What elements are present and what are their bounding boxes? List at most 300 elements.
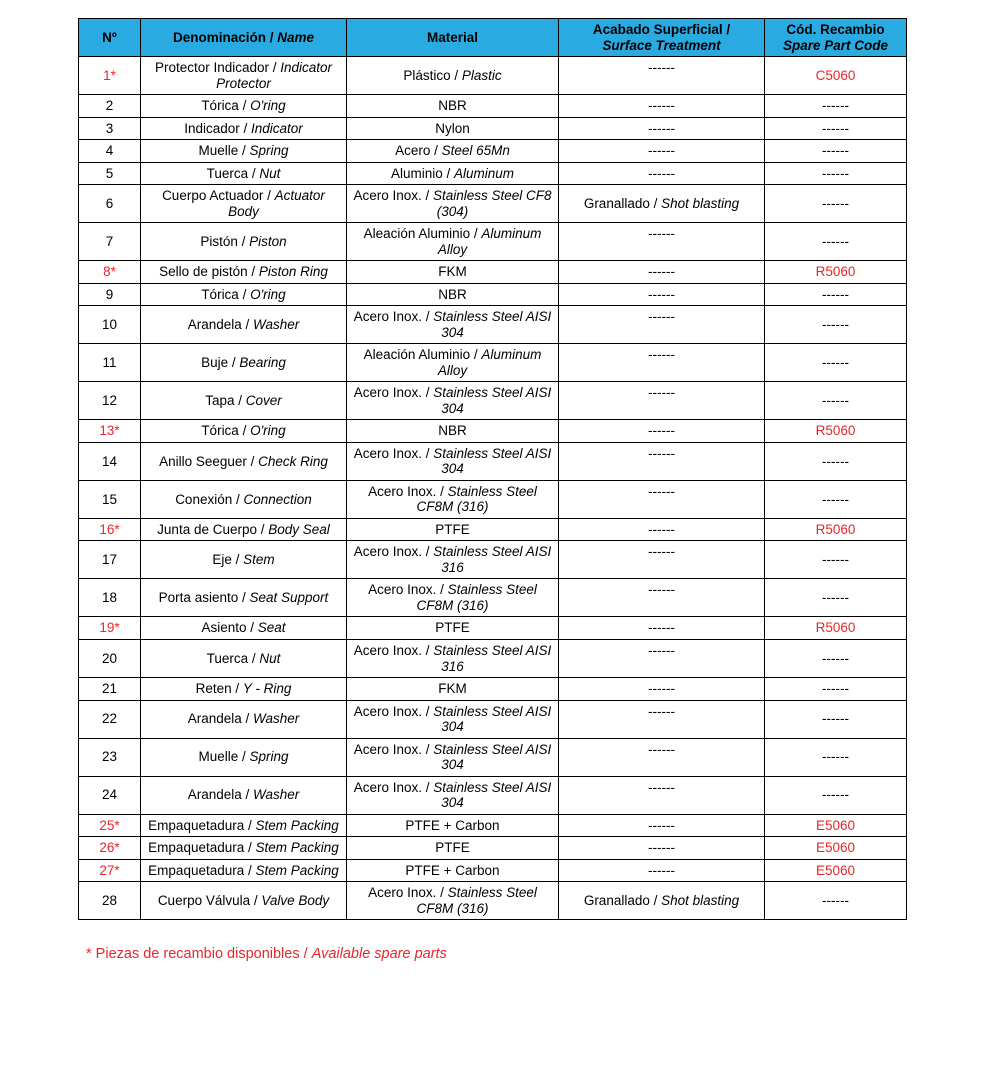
column-header-code-en: Spare Part Code: [782, 37, 889, 53]
cell-name: [141, 579, 347, 617]
cell-material-es: Acero Inox. /: [353, 188, 430, 204]
cell-name: [141, 117, 347, 140]
cell-material-es: Acero Inox. /: [353, 741, 430, 757]
cell-treatment-es: ------: [648, 521, 675, 537]
cell-name-es: Buje /: [201, 355, 236, 370]
cell-material-en: Stainless Steel AISI 304: [433, 309, 552, 340]
cell-material-en: Stainless Steel AISI 304: [433, 741, 552, 773]
cell-name-es: Empaquetadura /: [148, 862, 252, 878]
cell-material: [347, 283, 559, 306]
cell-treatment-es: ------: [648, 817, 675, 833]
cell-name-en: Indicator: [251, 120, 303, 136]
cell-surface-treatment: [559, 814, 765, 837]
cell-surface-treatment: [559, 223, 765, 261]
cell-name-en: Indicator Protector: [216, 60, 333, 91]
cell-material: [347, 57, 559, 95]
cell-name-en: Washer: [253, 711, 300, 727]
cell-name: [141, 639, 347, 677]
cell-number: 11: [79, 344, 141, 382]
cell-name: [141, 261, 347, 284]
cell-surface-treatment: [559, 140, 765, 163]
cell-material-en: Stainless Steel AISI 304: [433, 779, 552, 811]
cell-spare-code: ------: [765, 700, 907, 738]
table-row: [79, 882, 907, 920]
cell-name-en: Connection: [243, 491, 312, 507]
cell-treatment-es: ------: [648, 143, 675, 159]
cell-surface-treatment: [559, 882, 765, 920]
cell-name-es: Tuerca /: [206, 650, 256, 666]
cell-material-es: NBR: [438, 423, 467, 439]
table-row: [79, 140, 907, 163]
cell-number: 21: [79, 678, 141, 701]
cell-name-es: Protector Indicador /: [154, 60, 277, 76]
cell-treatment-es: ------: [648, 264, 675, 280]
cell-spare-code: ------: [765, 283, 907, 306]
cell-spare-code: ------: [765, 738, 907, 776]
cell-name-en: Y - Ring: [242, 681, 292, 697]
cell-treatment-es: ------: [648, 681, 675, 697]
cell-name-es: Conexión /: [175, 491, 240, 507]
cell-name: [141, 678, 347, 701]
cell-name: [141, 859, 347, 882]
cell-number: 16*: [79, 518, 141, 541]
cell-spare-code: E5060: [765, 814, 907, 837]
cell-surface-treatment: [559, 382, 765, 420]
cell-name: [141, 140, 347, 163]
cell-treatment-es: ------: [648, 60, 675, 76]
table-header: [79, 19, 907, 57]
cell-name-es: Reten /: [195, 681, 240, 697]
cell-treatment-es: ------: [648, 347, 675, 363]
cell-material-es: Acero Inox. /: [353, 544, 430, 560]
table-row: [79, 95, 907, 118]
cell-spare-code: ------: [765, 223, 907, 261]
cell-material-en: Aluminum: [454, 165, 515, 181]
cell-material-es: Acero Inox. /: [353, 703, 430, 719]
cell-number: 18: [79, 579, 141, 617]
cell-number: 10: [79, 306, 141, 344]
cell-spare-code: ------: [765, 162, 907, 185]
cell-material-es: PTFE: [435, 521, 470, 537]
table-row: [79, 518, 907, 541]
cell-surface-treatment: [559, 859, 765, 882]
cell-material: [347, 480, 559, 518]
table-row: [79, 617, 907, 640]
cell-material-es: Acero Inox. /: [368, 582, 444, 598]
table-row: [79, 738, 907, 776]
cell-surface-treatment: [559, 776, 765, 814]
table-row: [79, 57, 907, 95]
cell-number: 12: [79, 382, 141, 420]
table-row: [79, 442, 907, 480]
cell-spare-code: E5060: [765, 859, 907, 882]
cell-surface-treatment: [559, 700, 765, 738]
cell-name: [141, 57, 347, 95]
cell-name: [141, 95, 347, 118]
column-header-treatment-en: Surface Treatment: [602, 37, 721, 53]
cell-material-en: Stainless Steel AISI 316: [433, 642, 552, 674]
column-header-spare-code: [765, 19, 907, 57]
cell-surface-treatment: [559, 185, 765, 223]
cell-number: 25*: [79, 814, 141, 837]
cell-surface-treatment: [559, 579, 765, 617]
cell-name-en: O'ring: [250, 423, 286, 439]
table-row: [79, 344, 907, 382]
cell-spare-code: ------: [765, 639, 907, 677]
cell-treatment-es: Granallado /: [583, 892, 658, 908]
cell-surface-treatment: [559, 617, 765, 640]
cell-material-en: Aluminum Alloy: [437, 347, 542, 378]
cell-name-en: Stem Packing: [255, 817, 339, 833]
cell-name-es: Indicador /: [184, 120, 248, 136]
cell-name-en: Body Seal: [268, 521, 330, 537]
table-header-row: [79, 19, 907, 57]
cell-material-en: Stainless Steel AISI 304: [433, 703, 552, 735]
cell-spare-code: ------: [765, 541, 907, 579]
cell-name-en: Spring: [249, 749, 289, 765]
cell-material: [347, 678, 559, 701]
table-row: [79, 117, 907, 140]
cell-material-es: FKM: [438, 681, 467, 697]
cell-surface-treatment: [559, 283, 765, 306]
cell-surface-treatment: [559, 57, 765, 95]
cell-material: [347, 518, 559, 541]
cell-material: [347, 162, 559, 185]
table-row: [79, 541, 907, 579]
cell-treatment-es: ------: [648, 840, 675, 856]
column-header-name-es: Denominación /: [172, 29, 274, 45]
cell-spare-code: ------: [765, 882, 907, 920]
cell-treatment-es: ------: [648, 385, 675, 401]
cell-name-es: Cuerpo Válvula /: [157, 892, 258, 908]
cell-name-es: Asiento /: [201, 620, 254, 636]
cell-material-es: Acero Inox. /: [353, 385, 430, 401]
cell-material: [347, 882, 559, 920]
table-row: [79, 579, 907, 617]
cell-treatment-es: ------: [648, 582, 675, 598]
cell-name-en: O'ring: [250, 98, 286, 114]
footnote-es: * Piezas de recambio disponibles /: [86, 946, 308, 963]
cell-material-es: Acero Inox. /: [353, 779, 430, 795]
cell-treatment-es: ------: [648, 445, 675, 461]
table-row: [79, 700, 907, 738]
column-header-material: [347, 19, 559, 57]
cell-material-es: Plástico /: [403, 67, 459, 83]
cell-name: [141, 814, 347, 837]
cell-material-es: NBR: [438, 98, 467, 114]
cell-spare-code: ------: [765, 776, 907, 814]
cell-material-es: PTFE + Carbon: [405, 817, 500, 833]
cell-material-es: Nylon: [435, 120, 470, 136]
cell-material: [347, 420, 559, 443]
cell-name-en: Stem: [243, 552, 275, 568]
cell-spare-code: ------: [765, 185, 907, 223]
cell-number: 15: [79, 480, 141, 518]
cell-name-en: Spring: [249, 143, 289, 159]
table-row: [79, 420, 907, 443]
table-row: [79, 382, 907, 420]
cell-number: 19*: [79, 617, 141, 640]
cell-name-es: Tórica /: [201, 423, 247, 439]
cell-name-en: Cover: [245, 393, 282, 409]
cell-name-es: Tapa /: [205, 393, 242, 409]
cell-name: [141, 882, 347, 920]
cell-material-es: NBR: [438, 286, 467, 302]
cell-material: [347, 117, 559, 140]
cell-material-es: Acero Inox. /: [353, 309, 430, 325]
cell-name: [141, 541, 347, 579]
table-row: [79, 678, 907, 701]
cell-name-en: Seat: [257, 620, 286, 636]
cell-material: [347, 859, 559, 882]
cell-material: [347, 700, 559, 738]
cell-number: 22: [79, 700, 141, 738]
cell-treatment-es: ------: [648, 309, 675, 325]
cell-spare-code: ------: [765, 678, 907, 701]
cell-name-es: Empaquetadura /: [148, 840, 252, 856]
cell-number: 13*: [79, 420, 141, 443]
cell-material-en: Stainless Steel AISI 304: [433, 445, 552, 477]
cell-number: 6: [79, 185, 141, 223]
cell-spare-code: ------: [765, 344, 907, 382]
cell-material-es: PTFE: [435, 620, 470, 636]
cell-number: 24: [79, 776, 141, 814]
cell-surface-treatment: [559, 541, 765, 579]
table-row: [79, 185, 907, 223]
cell-material: [347, 776, 559, 814]
column-header-material-es: Material: [426, 29, 479, 45]
table-row: [79, 223, 907, 261]
cell-surface-treatment: [559, 518, 765, 541]
cell-surface-treatment: [559, 639, 765, 677]
cell-name: [141, 185, 347, 223]
column-header-number-es: Nº: [102, 29, 117, 45]
cell-material-es: FKM: [438, 264, 467, 280]
cell-number: 3: [79, 117, 141, 140]
cell-material-en: Steel 65Mn: [441, 143, 510, 159]
cell-name: [141, 518, 347, 541]
cell-number: 14: [79, 442, 141, 480]
column-header-code-es: Cód. Recambio: [786, 22, 885, 37]
cell-name-en: Washer: [253, 787, 300, 803]
cell-name-en: Stem Packing: [255, 840, 339, 856]
cell-treatment-es: ------: [648, 226, 675, 242]
cell-material: [347, 837, 559, 860]
cell-number: 4: [79, 140, 141, 163]
cell-treatment-es: ------: [648, 544, 675, 560]
cell-material-en: Plastic: [461, 67, 502, 83]
cell-surface-treatment: [559, 95, 765, 118]
cell-name: [141, 442, 347, 480]
cell-treatment-es: ------: [648, 779, 675, 795]
cell-surface-treatment: [559, 420, 765, 443]
cell-name-en: Actuator Body: [228, 188, 325, 219]
cell-material-en: Stainless Steel CF8M (316): [416, 582, 537, 613]
cell-spare-code: E5060: [765, 837, 907, 860]
cell-treatment-es: ------: [648, 423, 675, 439]
cell-surface-treatment: [559, 678, 765, 701]
cell-surface-treatment: [559, 837, 765, 860]
cell-treatment-en: Shot blasting: [661, 195, 740, 211]
cell-material-en: Stainless Steel AISI 316: [433, 544, 552, 575]
column-header-name: [141, 19, 347, 57]
cell-name-es: Arandela /: [187, 787, 250, 803]
cell-material: [347, 95, 559, 118]
cell-treatment-es: ------: [648, 703, 675, 719]
cell-material: [347, 382, 559, 420]
cell-name-en: Stem Packing: [255, 862, 339, 878]
cell-surface-treatment: [559, 442, 765, 480]
cell-material: [347, 261, 559, 284]
cell-treatment-es: ------: [648, 862, 675, 878]
cell-material: [347, 306, 559, 344]
cell-name-es: Cuerpo Actuador /: [162, 188, 271, 204]
table-row: [79, 639, 907, 677]
cell-material: [347, 185, 559, 223]
cell-spare-code: ------: [765, 382, 907, 420]
cell-treatment-es: ------: [648, 741, 675, 757]
cell-material-en: Stainless Steel AISI 304: [433, 385, 552, 416]
cell-material: [347, 617, 559, 640]
cell-number: 2: [79, 95, 141, 118]
column-header-surface-treatment: [559, 19, 765, 57]
cell-number: 9: [79, 283, 141, 306]
cell-name-en: Piston Ring: [258, 264, 328, 280]
cell-name-es: Porta asiento /: [158, 590, 246, 606]
cell-spare-code: R5060: [765, 261, 907, 284]
cell-material: [347, 814, 559, 837]
cell-number: 1*: [79, 57, 141, 95]
cell-spare-code: ------: [765, 95, 907, 118]
cell-name: [141, 223, 347, 261]
cell-spare-code: C5060: [765, 57, 907, 95]
cell-name: [141, 420, 347, 443]
cell-material-es: Acero Inox. /: [368, 885, 444, 901]
cell-name-es: Empaquetadura /: [148, 817, 252, 833]
cell-treatment-es: ------: [648, 620, 675, 636]
cell-material: [347, 344, 559, 382]
cell-treatment-es: ------: [648, 483, 675, 499]
cell-name-es: Muelle /: [198, 749, 246, 765]
column-header-number: [79, 19, 141, 57]
table-row: [79, 480, 907, 518]
cell-name-es: Junta de Cuerpo /: [157, 521, 265, 537]
cell-name-en: Bearing: [239, 355, 286, 370]
cell-material-en: Aluminum Alloy: [437, 226, 542, 257]
cell-name-es: Sello de pistón /: [159, 264, 256, 280]
cell-name-es: Tórica /: [201, 286, 247, 302]
cell-number: 8*: [79, 261, 141, 284]
footnote-en: Available spare parts: [311, 946, 447, 963]
cell-material: [347, 442, 559, 480]
cell-name: [141, 480, 347, 518]
cell-name-en: Check Ring: [258, 453, 328, 469]
cell-name: [141, 617, 347, 640]
cell-name: [141, 162, 347, 185]
cell-name-en: Seat Support: [249, 590, 329, 606]
cell-material-es: Aluminio /: [390, 165, 451, 181]
cell-material-en: Stainless Steel CF8 (304): [433, 188, 552, 219]
cell-number: 20: [79, 639, 141, 677]
cell-surface-treatment: [559, 306, 765, 344]
cell-name-es: Tórica /: [201, 98, 247, 114]
cell-treatment-es: ------: [648, 642, 675, 658]
cell-material: [347, 140, 559, 163]
cell-material-es: Acero Inox. /: [368, 483, 444, 499]
cell-material-es: Aleación Aluminio /: [363, 226, 478, 242]
cell-name-en: O'ring: [250, 286, 286, 302]
cell-name: [141, 700, 347, 738]
cell-surface-treatment: [559, 344, 765, 382]
cell-material: [347, 639, 559, 677]
cell-number: 5: [79, 162, 141, 185]
cell-material-es: PTFE + Carbon: [405, 862, 500, 878]
cell-treatment-es: ------: [648, 98, 675, 114]
cell-surface-treatment: [559, 480, 765, 518]
cell-spare-code: R5060: [765, 420, 907, 443]
cell-name-en: Piston: [249, 233, 287, 249]
cell-material-es: PTFE: [435, 840, 470, 856]
cell-name-en: Nut: [259, 165, 281, 181]
cell-name-es: Pistón /: [200, 233, 246, 249]
cell-name: [141, 283, 347, 306]
table-body: [79, 57, 907, 920]
cell-material: [347, 223, 559, 261]
cell-name-es: Arandela /: [187, 316, 250, 332]
cell-surface-treatment: [559, 261, 765, 284]
cell-material-es: Aleación Aluminio /: [363, 347, 478, 363]
table-row: [79, 162, 907, 185]
cell-spare-code: R5060: [765, 518, 907, 541]
table-row: [79, 776, 907, 814]
cell-name-es: Arandela /: [187, 711, 250, 727]
cell-name-en: Valve Body: [261, 892, 330, 908]
cell-material-es: Acero Inox. /: [353, 445, 430, 461]
cell-number: 7: [79, 223, 141, 261]
cell-spare-code: ------: [765, 480, 907, 518]
cell-treatment-es: Granallado /: [583, 195, 658, 211]
cell-treatment-es: ------: [648, 165, 675, 181]
table-row: [79, 859, 907, 882]
cell-number: 27*: [79, 859, 141, 882]
cell-number: 26*: [79, 837, 141, 860]
column-header-name-en: Name: [277, 29, 315, 45]
cell-treatment-es: ------: [648, 120, 675, 136]
cell-name-es: Eje /: [212, 552, 240, 568]
cell-name: [141, 776, 347, 814]
cell-name-es: Tuerca /: [206, 165, 256, 181]
cell-name-en: Nut: [259, 650, 281, 666]
cell-spare-code: ------: [765, 140, 907, 163]
parts-table: [78, 18, 907, 920]
cell-material-es: Acero /: [395, 143, 438, 159]
cell-surface-treatment: [559, 738, 765, 776]
cell-material-en: Stainless Steel CF8M (316): [416, 885, 537, 916]
cell-name: [141, 306, 347, 344]
table-row: [79, 283, 907, 306]
cell-material: [347, 579, 559, 617]
table-row: [79, 306, 907, 344]
cell-name-en: Washer: [253, 316, 300, 332]
cell-material: [347, 541, 559, 579]
column-header-treatment-es: Acabado Superficial /: [592, 22, 731, 37]
cell-treatment-en: Shot blasting: [661, 892, 740, 908]
footnote: [86, 946, 906, 962]
cell-material-en: Stainless Steel CF8M (316): [416, 483, 537, 515]
cell-surface-treatment: [559, 162, 765, 185]
cell-material-es: Acero Inox. /: [353, 642, 430, 658]
cell-number: 28: [79, 882, 141, 920]
